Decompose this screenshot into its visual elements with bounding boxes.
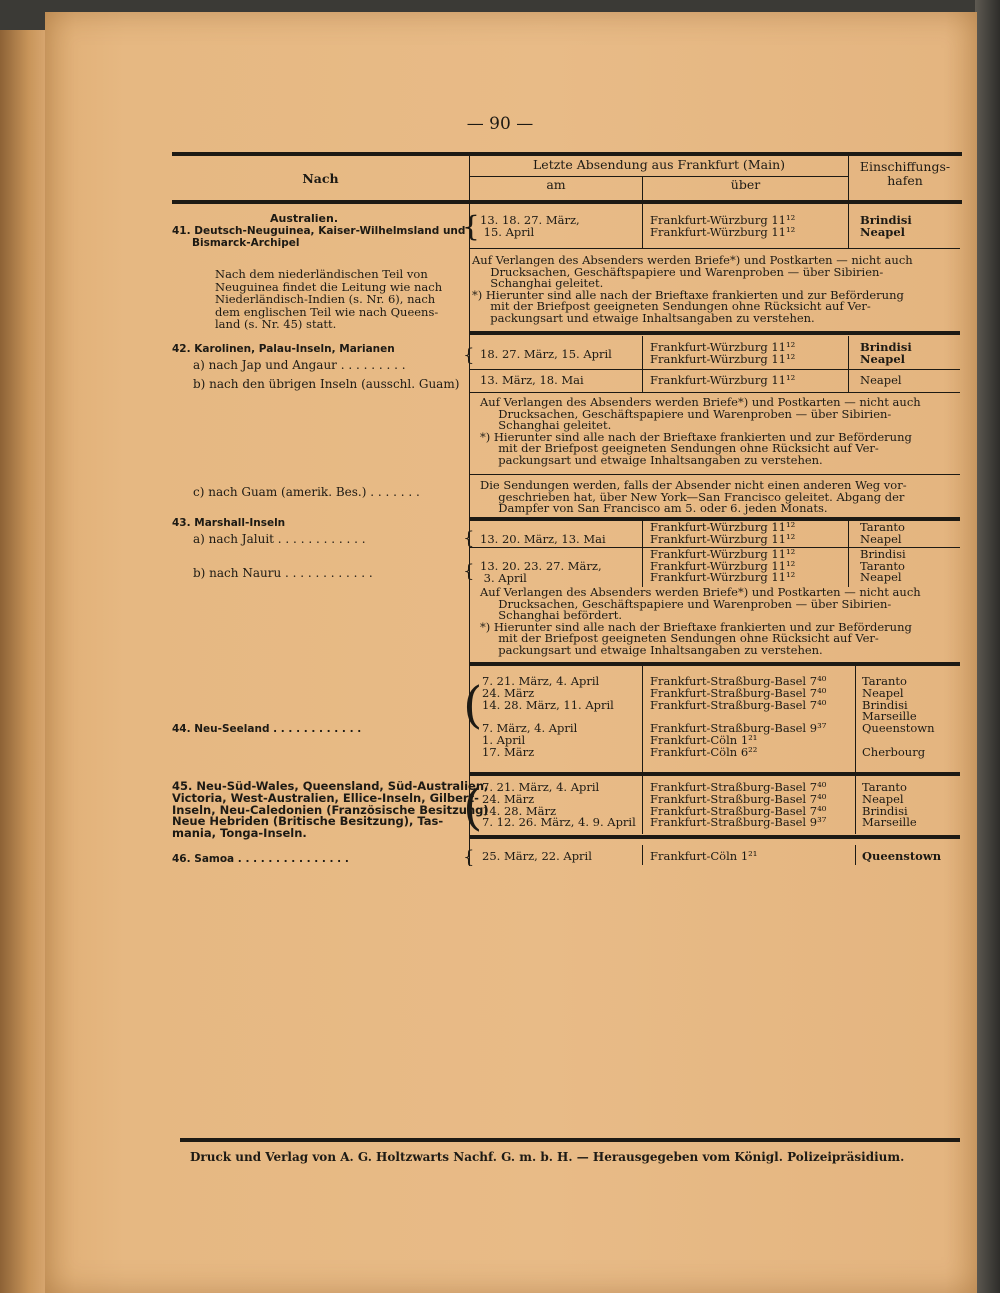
column-rule: [642, 666, 643, 772]
entry-42-ueber: Frankfurt-Würzburg 11¹² Frankfurt-Würzburg 11¹²: [650, 340, 796, 366]
entry-42b-am: 13. März, 18. Mai: [480, 373, 584, 387]
entry-45-ueber: Frankfurt-Straßburg-Basel 7⁴⁰ Frankfurt-Straßburg-Basel 7⁴⁰ Frankfurt-Straßburg-Basel 7⁴⁰ Frankfurt-Straßburg-Basel 9³⁷: [650, 780, 827, 830]
entry-41-am: 13. 18. 27. März, 15. April: [480, 213, 580, 239]
row-rule: [470, 331, 960, 335]
entry-42-hafen: Brindisi Neapel: [860, 340, 912, 366]
footer-rule: [180, 1138, 960, 1142]
entry-42c-remark: Die Sendungen werden, falls der Absender nicht einen anderen Weg vor- geschrieben hat, über New York—San Francisco geleitet. Abgang der Dampfer von San Francisco am 5. oder 6. jeden Monats.: [480, 478, 907, 515]
entry-43a-hafen: Taranto Neapel: [860, 520, 905, 546]
column-rule: [642, 336, 643, 392]
row-rule: [470, 248, 960, 249]
book-edge: [0, 30, 48, 1293]
brace: {: [463, 528, 475, 549]
entry-43-title: 43. Marshall-Inseln: [172, 517, 286, 529]
entry-44-hafen: Taranto Neapel Brindisi Marseille Queenstown Cherbourg: [862, 674, 935, 759]
entry-43b-am: 13. 20. 23. 27. März, 3. April: [480, 559, 602, 585]
entry-41-hafen: Brindisi Neapel: [860, 213, 912, 239]
entry-41-ueber: Frankfurt-Würzburg 11¹² Frankfurt-Würzburg 11¹²: [650, 213, 796, 239]
brace: (: [463, 676, 483, 734]
entry-43b-hafen: Brindisi Taranto Neapel: [860, 547, 906, 584]
column-rule: [642, 776, 643, 834]
entry-43-a: a) nach Jaluit . . . . . . . . . . . .: [193, 532, 366, 546]
entry-42-c: c) nach Guam (amerik. Bes.) . . . . . . .: [193, 485, 420, 499]
column-rule: [642, 845, 643, 865]
brace: {: [463, 345, 475, 366]
entry-42-a: a) nach Jap und Angaur . . . . . . . . .: [193, 358, 406, 372]
column-rule: [848, 521, 849, 587]
entry-46-hafen: Queenstown: [862, 849, 942, 863]
main-column-rule: [469, 204, 470, 866]
entry-45-am: 7. 21. März, 4. April 24. März 14. 28. März 7. 12. 26. März, 4. 9. April: [482, 780, 636, 830]
column-rule: [848, 336, 849, 392]
brace: {: [463, 847, 475, 868]
column-rule: [855, 845, 856, 865]
row-rule: [470, 392, 960, 393]
column-rule: [642, 204, 643, 248]
entry-42-am: 18. 27. März, 15. April: [480, 347, 612, 361]
header-bottom-rule: [172, 200, 962, 204]
section-title: Australien.: [270, 212, 339, 225]
header-subrule: [470, 176, 848, 177]
entry-42-remark: Auf Verlangen des Absenders werden Briefe*) und Postkarten — nicht auch Drucksachen, Geschäftspapiere und Warenproben — über Sibirien- Schanghai geleitet. *) Hierunter sind alle nach der Brieftaxe frankierten und zur Beförderung mit der Briefpost geeigneten Sendungen ohne Rücksicht auf Ver- packungsart und etwaige Inhaltsangaben zu verstehen.: [480, 395, 921, 467]
entry-45-hafen: Taranto Neapel Brindisi Marseille: [862, 780, 917, 830]
entry-43-b: b) nach Nauru . . . . . . . . . . . .: [193, 566, 373, 580]
brace: {: [462, 210, 480, 243]
row-rule: [470, 835, 960, 839]
entry-42b-hafen: Neapel: [860, 373, 902, 387]
entry-43-remark: Auf Verlangen des Absenders werden Briefe*) und Postkarten — nicht auch Drucksachen, Geschäftspapiere und Warenproben — über Sibirien- Schanghai befördert. *) Hierunter sind alle nach der Brieftaxe frankierten und zur Beförderung mit der Briefpost geeigneten Sendungen ohne Rücksicht auf Ver- packungsart und etwaige Inhaltsangaben zu verstehen.: [480, 585, 921, 657]
entry-43a-am: 13. 20. März, 13. Mai: [480, 532, 606, 546]
entry-41-title2: Bismarck-Archipel: [192, 237, 300, 249]
column-rule: [642, 521, 643, 587]
header-hafen: Einschiffungs- hafen: [859, 159, 951, 188]
row-rule: [470, 772, 960, 776]
header-letzte: Letzte Absendung aus Frankfurt (Main): [533, 157, 785, 172]
brace: {: [463, 561, 475, 582]
entry-44-am: 7. 21. März, 4. April 24. März 14. 28. März, 11. April 7. März, 4. April 1. April 17. März: [482, 674, 614, 759]
entry-41-title: 41. Deutsch-Neuguinea, Kaiser-Wilhelmsland und: [172, 225, 466, 237]
background-edge: [975, 0, 1000, 1293]
entry-42-title: 42. Karolinen, Palau-Inseln, Marianen: [172, 343, 395, 355]
entry-46-ueber: Frankfurt-Cöln 1²¹: [650, 849, 758, 863]
entry-42-b: b) nach den übrigen Inseln (ausschl. Guam): [193, 377, 460, 391]
entry-46-title: 46. Samoa . . . . . . . . . . . . . . .: [172, 853, 349, 865]
entry-41-remark: Auf Verlangen des Absenders werden Briefe*) und Postkarten — nicht auch Drucksachen, Geschäftspapiere und Warenproben — über Sibirien- Schanghai geleitet. *) Hierunter sind alle nach der Brieftaxe frankierten und zur Beförderung mit der Briefpost geeigneten Sendungen ohne Rücksicht auf Ver- packungsart und etwaige Inhaltsangaben zu verstehen.: [472, 253, 913, 325]
imprint-footer: Druck und Verlag von A. G. Holtzwarts Nachf. G. m. b. H. — Herausgegeben vom Königl. Polizeipräsidium.: [190, 1150, 905, 1164]
entry-44-ueber: Frankfurt-Straßburg-Basel 7⁴⁰ Frankfurt-Straßburg-Basel 7⁴⁰ Frankfurt-Straßburg-Basel 7⁴⁰ Frankfurt-Straßburg-Basel 9³⁷ Frankfurt-Cöln 1²¹ Frankfurt-Cöln 6²²: [650, 674, 827, 759]
brace: (: [463, 778, 483, 836]
entry-42b-ueber: Frankfurt-Würzburg 11¹²: [650, 373, 796, 387]
header-nach: Nach: [302, 171, 339, 186]
entry-41-note: Nach dem niederländischen Teil von Neuguinea findet die Leitung wie nach Niederländisch-Indien (s. Nr. 6), nach dem englischen Teil wie nach Queens- land (s. Nr. 45) statt.: [215, 267, 443, 332]
header-am: am: [546, 177, 566, 192]
entry-45-title: 45. Neu-Süd-Wales, Queensland, Süd-Australien, Victoria, West-Australien, Ellice-Inseln, Gilbert- Inseln, Neu-Caledonien (Französische Besitzung) Neue Hebriden (Britische Besitzung), Tas- mania, Tonga-Inseln.: [172, 779, 489, 841]
page-number: — 90 —: [466, 114, 534, 134]
row-rule: [470, 662, 960, 666]
entry-44-title: 44. Neu-Seeland . . . . . . . . . . . .: [172, 723, 362, 735]
column-rule: [848, 204, 849, 248]
row-rule: [470, 474, 960, 475]
column-rule: [855, 666, 856, 772]
column-rule: [855, 776, 856, 834]
row-rule: [470, 369, 960, 370]
entry-46-am: 25. März, 22. April: [482, 849, 592, 863]
entry-43a-ueber: Frankfurt-Würzburg 11¹² Frankfurt-Würzburg 11¹²: [650, 520, 796, 546]
header-ueber: über: [730, 177, 761, 192]
table-top-rule: [172, 152, 962, 156]
entry-43b-ueber: Frankfurt-Würzburg 11¹² Frankfurt-Würzburg 11¹² Frankfurt-Würzburg 11¹²: [650, 547, 796, 584]
